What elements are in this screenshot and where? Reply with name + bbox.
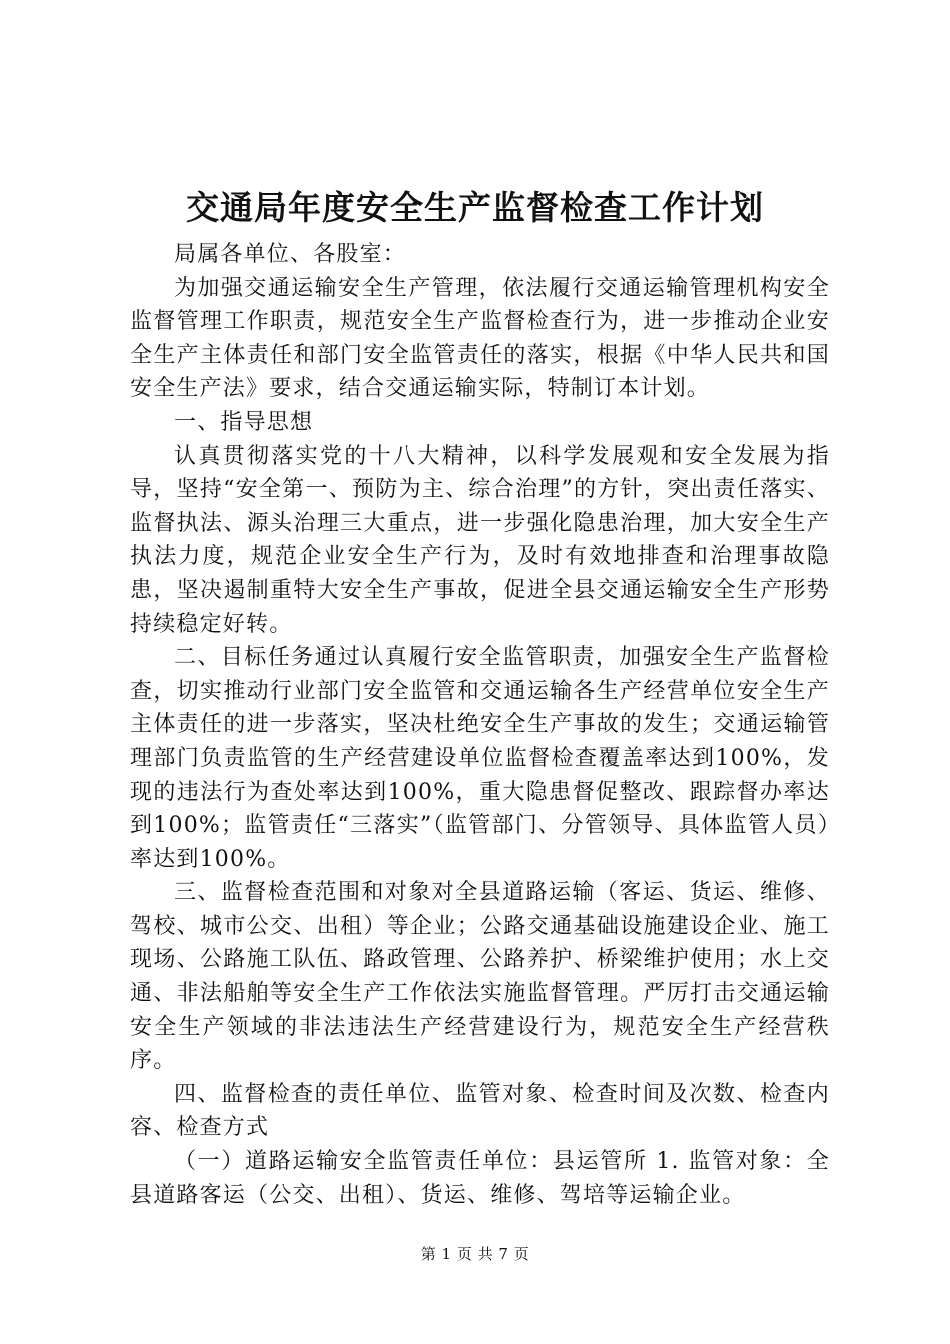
page-footer: 第 1 页 共 7 页 xyxy=(420,1245,530,1263)
intro-paragraph: 为加强交通运输安全生产管理，依法履行交通运输管理机构安全监督管理工作职责，规范安全生产监督检查行为，进一步推动企业安全生产主体责任和部门安全监管责任的落实，根据《中华人民共和国安全生产法》要求，结合交通运输实际，特制订本计划。 xyxy=(130,275,830,402)
section-paragraph-3: 三、监督检查范围和对象对全县道路运输（客运、货运、维修、驾校、城市公交、出租）等企业；公路交通基础设施建设企业、施工现场、公路施工队伍、路政管理、公路养护、桥梁维护使用；水上交通、非法船舶等安全生产工作依法实施监督管理。严厉打击交通运输安全生产领域的非法违法生产经营建设行为，规范安全生产经营秩序。 xyxy=(130,880,830,1074)
subsection-paragraph-1: （一）道路运输安全监管责任单位：县运管所 1. 监管对象：全县道路客运（公交、出租）、货运、维修、驾培等运输企业。 xyxy=(130,1149,830,1208)
document-body xyxy=(130,238,830,1212)
salutation-paragraph: 局属各单位、各股室： xyxy=(174,242,407,267)
document-title: 交通局年度安全生产监督检查工作计划 xyxy=(186,188,764,227)
section-paragraph-1: 认真贯彻落实党的十八大精神，以科学发展观和安全发展为指导，坚持“安全第一、预防为主、综合治理”的方针，突出责任落实、监督执法、源头治理三大重点，进一步强化隐患治理，加大安全生产执法力度，规范企业安全生产行为，及时有效地排查和治理事故隐患，坚决遏制重特大安全生产事故，促进全县交通运输安全生产形势持续稳定好转。 xyxy=(130,443,830,637)
section-paragraph-2: 二、目标任务通过认真履行安全监管职责，加强安全生产监督检查，切实推动行业部门安全监管和交通运输各生产经营单位安全生产主体责任的进一步落实，坚决杜绝安全生产事故的发生；交通运输管理部门负责监管的生产经营建设单位监督检查覆盖率达到100%，发现的违法行为查处率达到100%，重大隐患督促整改、跟踪督办率达到100%；监管责任“三落实”（监管部门、分管领导、具体监管人员）率达到100%。 xyxy=(130,645,830,872)
section-heading-1: 一、指导思想 xyxy=(174,409,314,435)
section-heading-4: 四、监督检查的责任单位、监管对象、检查时间及次数、检查内容、检查方式 xyxy=(130,1081,830,1141)
